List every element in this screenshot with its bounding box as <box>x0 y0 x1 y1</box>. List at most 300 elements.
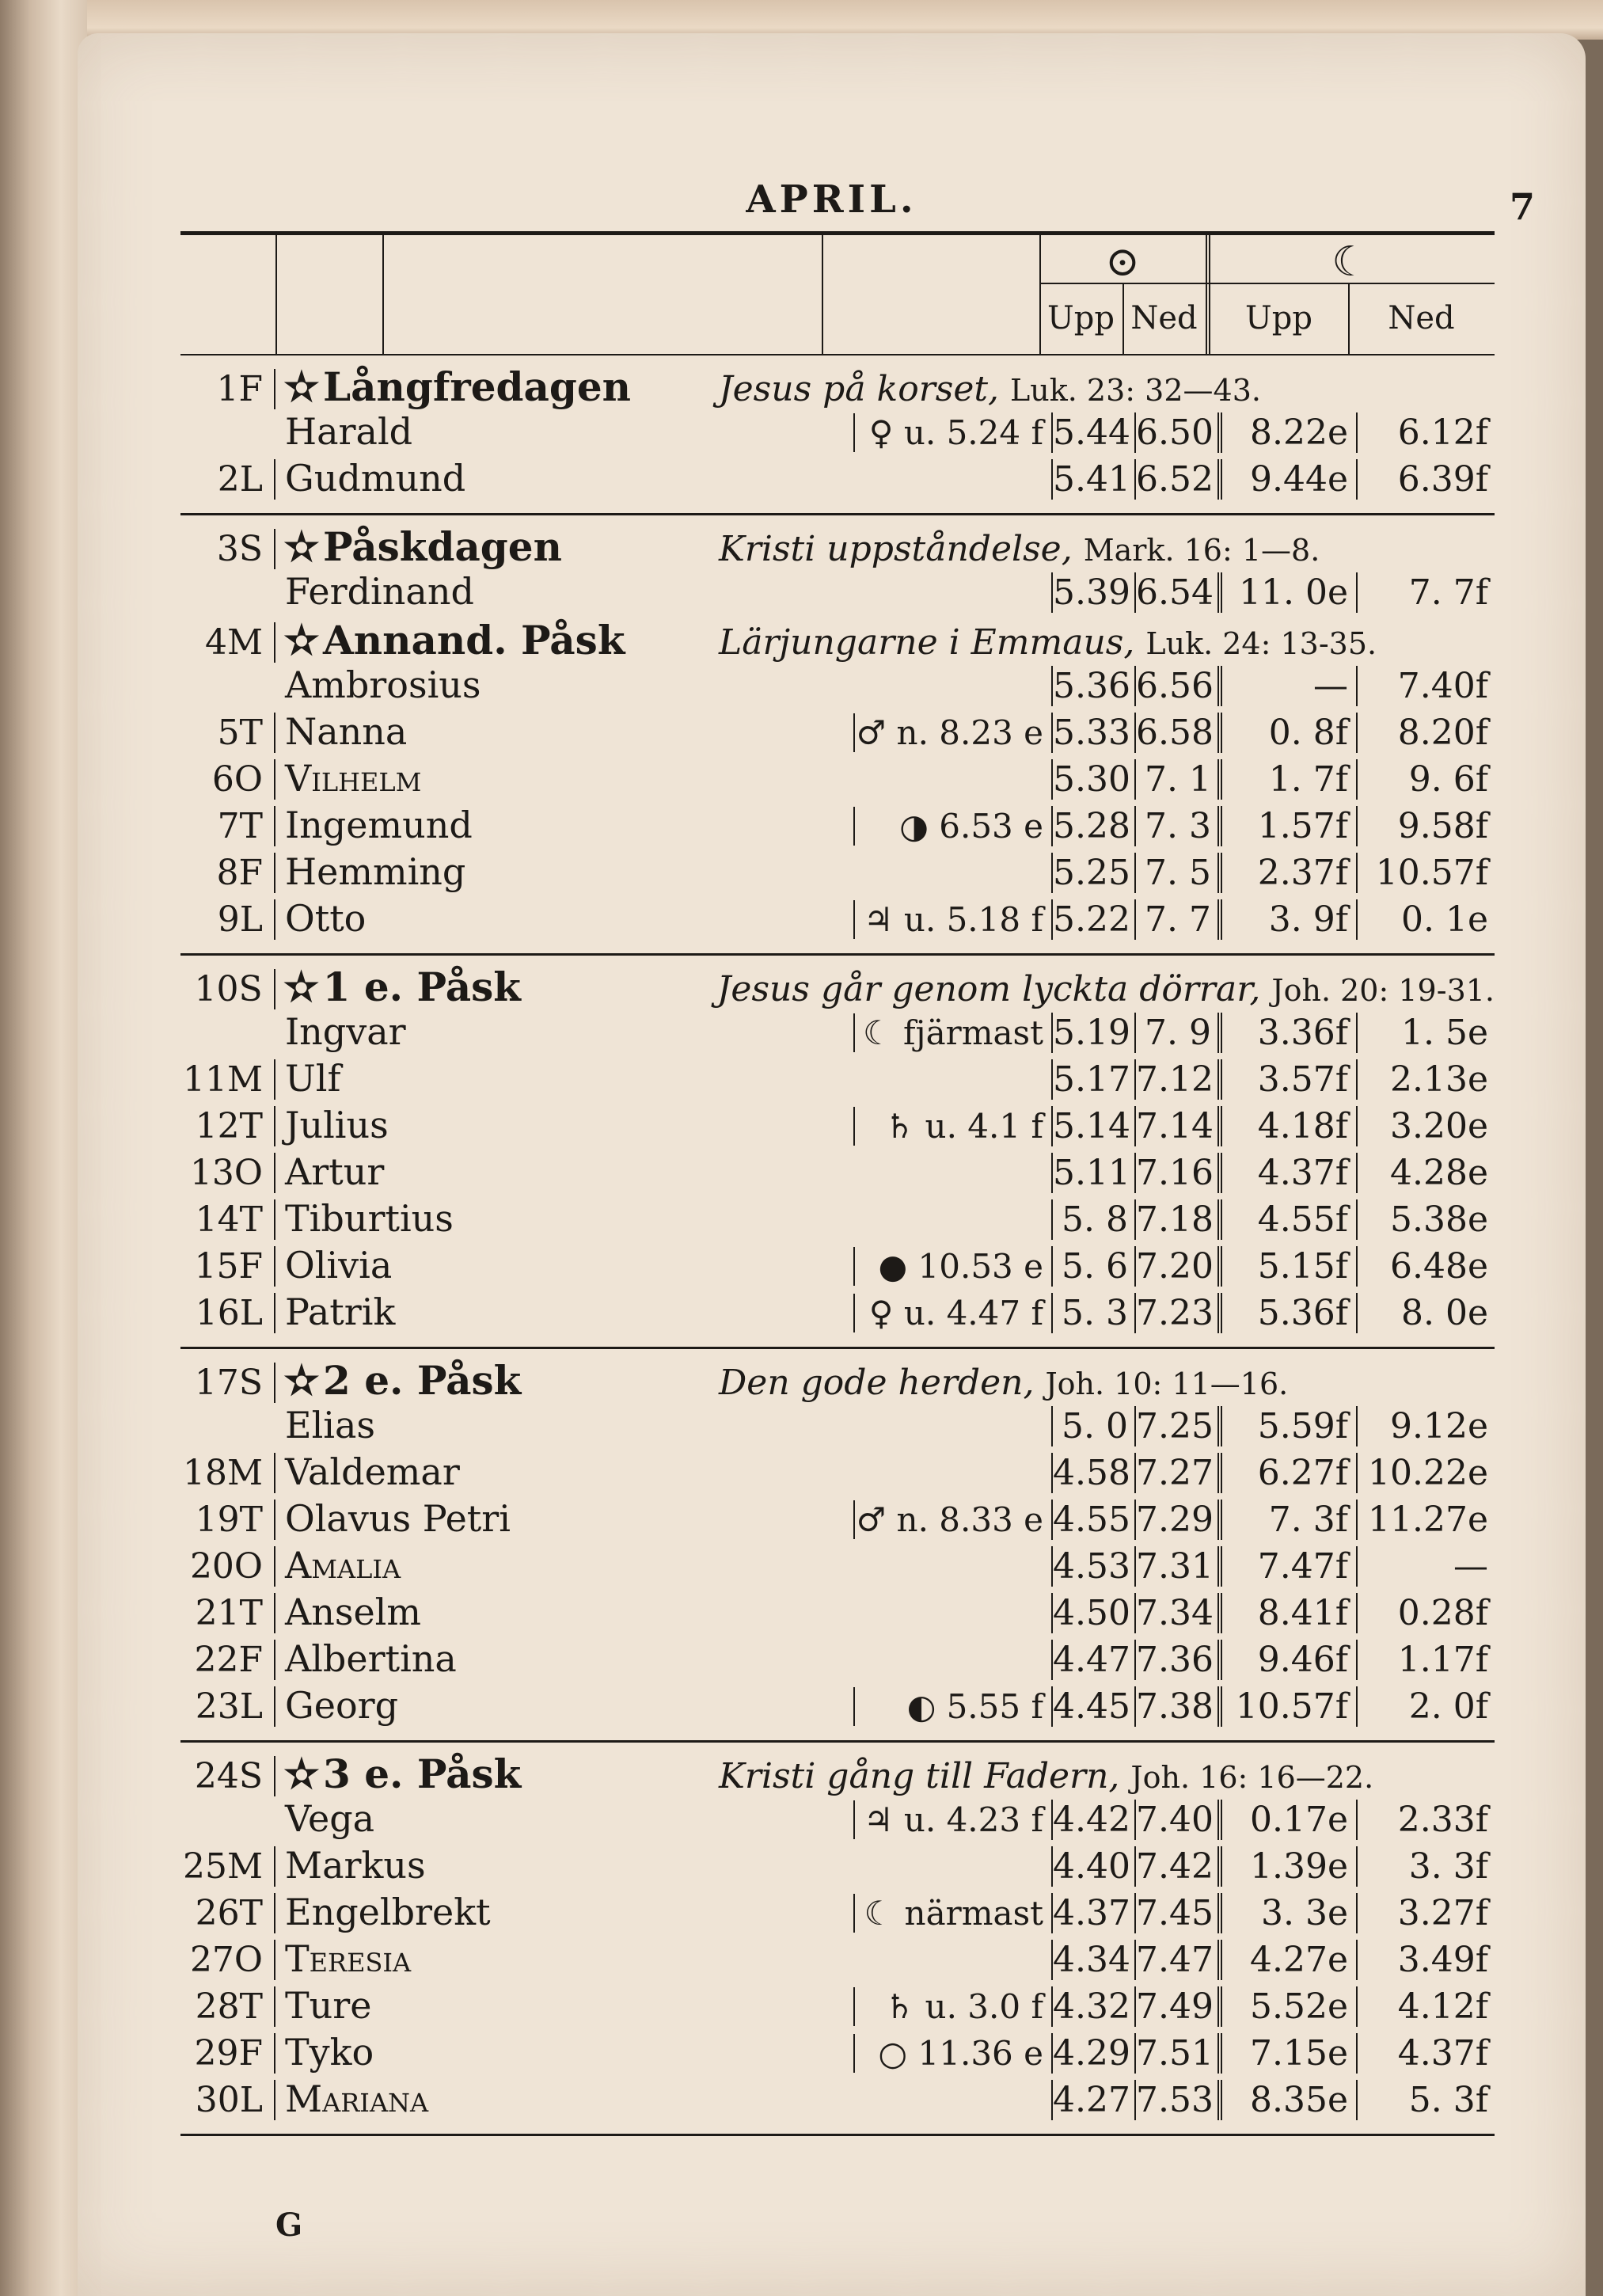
day-row <box>180 1591 1495 1637</box>
moon-set-cell: 4.12f <box>1356 1986 1495 2027</box>
moon-set-cell: 9.58f <box>1356 806 1495 846</box>
moon-rise-cell: 9.46f <box>1217 1640 1356 1680</box>
moon-set-cell: 7. 7f <box>1356 572 1495 613</box>
name-label: Ferdinand <box>285 570 474 613</box>
moon-rise-cell: 9.44e <box>1217 459 1356 500</box>
sun-set-cell: 7.47 <box>1134 1940 1217 1980</box>
sun-icon: ⊙ <box>1105 238 1140 286</box>
moon-set-cell: 1. 5e <box>1356 1013 1495 1053</box>
date-cell: 30L <box>180 2080 275 2120</box>
name-label: Annand. Påsk <box>323 617 625 663</box>
holiday-star-icon: ✫ <box>285 1751 318 1797</box>
day-row <box>180 1197 1495 1244</box>
astronomy-cell: ● 10.53 e <box>853 1247 1051 1286</box>
sun-rise-cell: 5.25 <box>1051 853 1134 893</box>
week-block <box>180 1349 1495 1743</box>
moon-set-cell: 3.20e <box>1356 1106 1495 1146</box>
day-row <box>180 1404 1495 1450</box>
name-day-cell <box>275 897 719 940</box>
name-day-cell <box>275 1150 719 1193</box>
name-label: Tyko <box>285 2031 374 2074</box>
sun-rise-cell: 5.17 <box>1051 1059 1134 1100</box>
day-row <box>180 2077 1495 2124</box>
astronomy-cell: ♄ u. 4.1 f <box>853 1107 1051 1146</box>
name-day-cell <box>275 1684 719 1727</box>
sun-set-cell: 7.45 <box>1134 1893 1217 1933</box>
sun-set-cell: 7.51 <box>1134 2033 1217 2074</box>
sun-set-cell: 7.23 <box>1134 1293 1217 1333</box>
day-row <box>180 1150 1495 1197</box>
astronomy-cell: ♀ u. 4.47 f <box>853 1294 1051 1332</box>
moon-rise-cell: 7. 3f <box>1217 1500 1356 1540</box>
sun-set-cell: 7. 7 <box>1134 899 1217 940</box>
moon-rise-cell: 5.15f <box>1217 1246 1356 1287</box>
date-cell: 25M <box>180 1846 275 1887</box>
name-label: Långfredagen <box>323 363 632 410</box>
moon-set-cell: 1.17f <box>1356 1640 1495 1680</box>
scripture-reference: Joh. 20: 19-31. <box>1271 973 1495 1008</box>
date-cell: 10S <box>180 969 275 1009</box>
moon-rise-cell: 0. 8f <box>1217 713 1356 753</box>
sun-set-cell: 6.52 <box>1134 459 1217 500</box>
name-day-cell <box>275 1497 719 1540</box>
day-row <box>180 897 1495 944</box>
astronomy-cell: ♂ n. 8.33 e <box>853 1500 1051 1539</box>
sun-set-cell: 7.34 <box>1134 1593 1217 1633</box>
name-label: Ture <box>285 1984 372 2027</box>
astronomy-cell: ☾ närmast <box>853 1894 1051 1933</box>
day-row <box>180 1057 1495 1104</box>
sun-set-cell: 7. 1 <box>1134 759 1217 800</box>
sun-rise-cell: 5.19 <box>1051 1013 1134 1053</box>
name-label: Ulf <box>285 1057 341 1100</box>
name-label: Julius <box>285 1104 389 1146</box>
name-label: 1 e. Påsk <box>322 964 521 1010</box>
sun-rise-cell: 4.50 <box>1051 1593 1134 1633</box>
astronomy-cell: ◑ 6.53 e <box>853 807 1051 846</box>
moon-set-cell: 5.38e <box>1356 1199 1495 1240</box>
moon-set-cell: 8. 0e <box>1356 1293 1495 1333</box>
moon-set-cell: 2. 0f <box>1356 1686 1495 1727</box>
date-cell: 28T <box>180 1986 275 2027</box>
moon-set-cell: 4.28e <box>1356 1153 1495 1193</box>
sun-rise-cell: 4.34 <box>1051 1940 1134 1980</box>
day-row <box>180 1244 1495 1291</box>
name-label: Anselm <box>285 1591 422 1633</box>
moon-rise-cell: 4.37f <box>1217 1153 1356 1193</box>
name-day-cell <box>275 1450 719 1493</box>
name-label: Påskdagen <box>323 523 562 570</box>
sun-set-cell: 7.49 <box>1134 1986 1217 2027</box>
name-day-cell <box>275 1891 719 1933</box>
weeks-container <box>180 355 1495 2136</box>
name-day-cell <box>275 1984 719 2027</box>
moon-rise-cell: 1.57f <box>1217 806 1356 846</box>
sun-set-cell: 7.27 <box>1134 1453 1217 1493</box>
sun-rise-cell: 4.47 <box>1051 1640 1134 1680</box>
gospel-note-cell <box>717 969 1495 1009</box>
date-cell: 20O <box>180 1546 275 1587</box>
name-day-cell <box>275 570 719 613</box>
moon-rise-cell: 3. 3e <box>1217 1893 1356 1933</box>
day-row <box>180 1450 1495 1497</box>
name-day-cell <box>275 2077 719 2120</box>
name-label: Markus <box>285 1844 426 1887</box>
calendar-table <box>180 231 1495 2136</box>
name-label: Harald <box>285 410 413 453</box>
name-label: Nanna <box>285 710 408 753</box>
moon-rise-cell: 4.27e <box>1217 1940 1356 1980</box>
sun-rise-cell: 4.45 <box>1051 1686 1134 1727</box>
moon-set-cell: 6.48e <box>1356 1246 1495 1287</box>
name-day-cell <box>275 410 719 453</box>
moon-rise-cell: 8.41f <box>1217 1593 1356 1633</box>
sun-set-cell: 7.42 <box>1134 1846 1217 1887</box>
astronomy-cell: ♀ u. 5.24 f <box>853 413 1051 452</box>
sun-set-cell: 6.50 <box>1134 412 1217 453</box>
sun-set-cell: 7.29 <box>1134 1500 1217 1540</box>
sun-rise-cell: 5. 0 <box>1051 1406 1134 1446</box>
sun-set-cell: 7. 3 <box>1134 806 1217 846</box>
calendar-page <box>78 33 1586 2296</box>
name-day-cell <box>275 457 719 500</box>
name-label: Hemming <box>285 850 466 893</box>
name-label: Georg <box>285 1684 399 1727</box>
sun-rise-cell: 4.29 <box>1051 2033 1134 2074</box>
name-day-cell <box>275 757 719 800</box>
scripture-reference: Joh. 10: 11—16. <box>1045 1367 1289 1401</box>
sun-set-cell: 7.53 <box>1134 2080 1217 2120</box>
moon-set-cell: 3.49f <box>1356 1940 1495 1980</box>
name-day-cell <box>275 850 719 893</box>
gospel-text: Lärjungarne i Emmaus, <box>719 622 1135 663</box>
scripture-reference: Mark. 16: 1—8. <box>1083 533 1320 568</box>
moon-rise-cell: 7.15e <box>1217 2033 1356 2074</box>
name-day-cell <box>275 1591 719 1633</box>
gospel-note-cell <box>719 1363 1495 1403</box>
moon-rise-cell: 4.55f <box>1217 1199 1356 1240</box>
day-row <box>180 1797 1495 1844</box>
day-row <box>180 663 1495 710</box>
date-cell: 13O <box>180 1153 275 1193</box>
moon-rise-cell: 3. 9f <box>1217 899 1356 940</box>
moon-rise-cell: 5.52e <box>1217 1986 1356 2027</box>
astronomy-cell: ◐ 5.55 f <box>853 1687 1051 1726</box>
name-label: Vega <box>285 1797 375 1840</box>
moon-set-cell: 2.33f <box>1356 1800 1495 1840</box>
moon-set-cell: 6.12f <box>1356 412 1495 453</box>
name-day-cell <box>275 523 719 570</box>
moon-set-cell: 6.39f <box>1356 459 1495 500</box>
moon-set-cell: 10.57f <box>1356 853 1495 893</box>
sun-rise-cell: 5.30 <box>1051 759 1134 800</box>
sun-set-cell: 6.58 <box>1134 713 1217 753</box>
sun-set-cell: 7.16 <box>1134 1153 1217 1193</box>
moon-rise-cell: 10.57f <box>1217 1686 1356 1727</box>
name-day-cell <box>275 964 717 1010</box>
name-day-cell <box>275 1751 719 1797</box>
day-row <box>180 1844 1495 1891</box>
date-cell: 16L <box>180 1293 275 1333</box>
day-row <box>180 1497 1495 1544</box>
astronomy-cell: ♂ n. 8.23 e <box>853 713 1051 752</box>
name-day-cell <box>275 710 719 753</box>
scripture-reference: Luk. 23: 32—43. <box>1010 373 1261 408</box>
name-label: Ingemund <box>285 804 473 846</box>
day-row <box>180 710 1495 757</box>
name-day-cell <box>275 1544 719 1587</box>
name-label: Artur <box>285 1150 385 1193</box>
moon-set-cell: 9. 6f <box>1356 759 1495 800</box>
column-header <box>180 235 1495 355</box>
month-title: APRIL. <box>746 177 917 222</box>
week-block <box>180 515 1495 956</box>
holiday-star-icon: ✫ <box>285 1357 318 1404</box>
sun-rise-cell: 4.37 <box>1051 1893 1134 1933</box>
date-cell: 4M <box>180 622 275 663</box>
day-row <box>180 1891 1495 1937</box>
name-label: Amalia <box>285 1544 401 1587</box>
moon-set-cell: 4.37f <box>1356 2033 1495 2074</box>
moon-set-cell: 3.27f <box>1356 1893 1495 1933</box>
page-number: 7 <box>1509 185 1535 228</box>
name-day-cell <box>275 1844 719 1887</box>
name-label: Otto <box>285 897 367 940</box>
day-row <box>180 804 1495 850</box>
name-day-cell <box>275 1244 719 1287</box>
sun-set-cell: 7.40 <box>1134 1800 1217 1840</box>
moon-rise-cell: 3.57f <box>1217 1059 1356 1100</box>
name-label: Mariana <box>285 2077 429 2120</box>
name-label: Vilhelm <box>285 757 422 800</box>
name-day-cell <box>275 363 719 410</box>
sun-rise-cell: 5.41 <box>1051 459 1134 500</box>
gospel-text: Kristi uppståndelse, <box>719 529 1073 569</box>
holiday-star-icon: ✫ <box>285 523 318 570</box>
moon-set-cell: 10.22e <box>1356 1453 1495 1493</box>
sun-set-cell: 7.18 <box>1134 1199 1217 1240</box>
date-cell: 18M <box>180 1453 275 1493</box>
date-cell: 7T <box>180 806 275 846</box>
astronomy-cell: ♃ u. 4.23 f <box>853 1800 1051 1839</box>
sun-rise-cell: 5.28 <box>1051 806 1134 846</box>
sun-set-cell: 7. 5 <box>1134 853 1217 893</box>
moon-set-cell: 0. 1e <box>1356 899 1495 940</box>
moon-rise-cell: 3.36f <box>1217 1013 1356 1053</box>
sun-rise-cell: 4.42 <box>1051 1800 1134 1840</box>
sun-rise-cell: 5.14 <box>1051 1106 1134 1146</box>
name-label: Valdemar <box>285 1450 460 1493</box>
date-cell: 23L <box>180 1686 275 1727</box>
week-block <box>180 1743 1495 2136</box>
moon-rise-cell: 1.39e <box>1217 1846 1356 1887</box>
sun-set-cell: 7. 9 <box>1134 1013 1217 1053</box>
moon-rise-cell: 0.17e <box>1217 1800 1356 1840</box>
moon-set-header: Ned <box>1388 300 1455 336</box>
name-label: 3 e. Påsk <box>323 1751 522 1797</box>
name-day-cell <box>275 1057 719 1100</box>
astronomy-cell: ○ 11.36 e <box>853 2034 1051 2073</box>
sun-set-cell: 7.12 <box>1134 1059 1217 1100</box>
moon-rise-cell: 6.27f <box>1217 1453 1356 1493</box>
name-label: Engelbrekt <box>285 1891 491 1933</box>
day-row <box>180 363 1495 410</box>
name-day-cell <box>275 1937 719 1980</box>
astronomy-cell: ♄ u. 3.0 f <box>853 1987 1051 2026</box>
sun-rise-cell: 4.58 <box>1051 1453 1134 1493</box>
name-day-cell <box>275 1010 719 1053</box>
date-cell: 17S <box>180 1363 275 1403</box>
gospel-text: Jesus går genom lyckta dörrar, <box>716 969 1261 1009</box>
moon-rise-cell: 4.18f <box>1217 1106 1356 1146</box>
sun-rise-cell: 4.32 <box>1051 1986 1134 2027</box>
sun-rise-cell: 5. 8 <box>1051 1199 1134 1240</box>
name-label: Ambrosius <box>285 663 481 706</box>
date-cell: 21T <box>180 1593 275 1633</box>
gospel-text: Jesus på korset, <box>719 369 1000 409</box>
sun-rise-cell: 4.53 <box>1051 1546 1134 1587</box>
astronomy-cell: ☾ fjärmast <box>853 1013 1051 1052</box>
sun-rise-cell: 5.22 <box>1051 899 1134 940</box>
moon-rise-cell: 11. 0e <box>1217 572 1356 613</box>
day-row <box>180 964 1495 1010</box>
moon-set-cell: 2.13e <box>1356 1059 1495 1100</box>
moon-set-cell: — <box>1356 1546 1495 1587</box>
name-label: Patrik <box>285 1291 396 1333</box>
date-cell: 11M <box>180 1059 275 1100</box>
moon-set-cell: 9.12e <box>1356 1406 1495 1446</box>
moon-set-cell: 5. 3f <box>1356 2080 1495 2120</box>
date-cell: 22F <box>180 1640 275 1680</box>
sun-set-header: Ned <box>1130 300 1198 336</box>
day-row <box>180 1357 1495 1404</box>
moon-set-cell: 8.20f <box>1356 713 1495 753</box>
name-day-cell <box>275 1404 719 1446</box>
date-cell: 27O <box>180 1940 275 1980</box>
gospel-note-cell <box>719 369 1495 409</box>
date-cell: 5T <box>180 713 275 753</box>
sun-set-cell: 6.56 <box>1134 666 1217 706</box>
day-row <box>180 1544 1495 1591</box>
moon-set-cell: 7.40f <box>1356 666 1495 706</box>
date-cell: 3S <box>180 529 275 569</box>
date-cell: 6O <box>180 759 275 800</box>
name-label: 2 e. Påsk <box>323 1357 522 1404</box>
day-row <box>180 2031 1495 2077</box>
name-day-cell <box>275 1197 719 1240</box>
moon-rise-cell: 8.35e <box>1217 2080 1356 2120</box>
holiday-star-icon: ✫ <box>285 363 318 410</box>
sun-set-cell: 7.31 <box>1134 1546 1217 1587</box>
moon-rise-cell: 7.47f <box>1217 1546 1356 1587</box>
name-day-cell <box>275 804 719 846</box>
sun-rise-cell: 4.27 <box>1051 2080 1134 2120</box>
moon-rise-cell: 5.36f <box>1217 1293 1356 1333</box>
moon-rise-cell: 2.37f <box>1217 853 1356 893</box>
holiday-star-icon: ✫ <box>284 964 318 1010</box>
date-cell: 9L <box>180 899 275 940</box>
signature-mark: G <box>275 2207 303 2244</box>
week-block <box>180 355 1495 515</box>
date-cell: 15F <box>180 1246 275 1287</box>
moon-rise-cell: 5.59f <box>1217 1406 1356 1446</box>
sun-rise-cell: 5. 3 <box>1051 1293 1134 1333</box>
day-row <box>180 1984 1495 2031</box>
book-spine <box>0 0 87 2296</box>
name-label: Teresia <box>285 1937 412 1980</box>
moon-rise-cell: 1. 7f <box>1217 759 1356 800</box>
day-row <box>180 1637 1495 1684</box>
day-row <box>180 1684 1495 1731</box>
scripture-reference: Joh. 16: 16—22. <box>1130 1760 1374 1795</box>
name-day-cell <box>275 2031 719 2074</box>
date-cell: 12T <box>180 1106 275 1146</box>
name-label: Albertina <box>285 1637 457 1680</box>
day-row <box>180 1010 1495 1057</box>
sun-set-cell: 7.36 <box>1134 1640 1217 1680</box>
date-cell: 8F <box>180 853 275 893</box>
name-day-cell <box>275 663 719 706</box>
sun-rise-cell: 4.55 <box>1051 1500 1134 1540</box>
gospel-text: Den gode herden, <box>719 1363 1035 1403</box>
gospel-text: Kristi gång till Fadern, <box>719 1756 1120 1796</box>
name-day-cell <box>275 1637 719 1680</box>
sun-set-cell: 7.25 <box>1134 1406 1217 1446</box>
name-label: Gudmund <box>285 457 466 500</box>
sun-rise-cell: 5.11 <box>1051 1153 1134 1193</box>
name-label: Ingvar <box>285 1010 406 1053</box>
gospel-note-cell <box>719 529 1495 569</box>
date-cell: 26T <box>180 1893 275 1933</box>
holiday-star-icon: ✫ <box>285 617 318 663</box>
sun-rise-cell: 5.33 <box>1051 713 1134 753</box>
sun-rise-cell: 5.44 <box>1051 412 1134 453</box>
scripture-reference: Luk. 24: 13-35. <box>1145 626 1377 661</box>
page-header <box>78 144 1586 231</box>
day-row <box>180 1937 1495 1984</box>
name-day-cell <box>275 1291 719 1333</box>
moon-rise-cell: 8.22e <box>1217 412 1356 453</box>
date-cell: 1F <box>180 369 275 409</box>
sun-rise-cell: 5.36 <box>1051 666 1134 706</box>
day-row <box>180 617 1495 663</box>
moon-set-cell: 11.27e <box>1356 1500 1495 1540</box>
name-day-cell <box>275 1797 719 1840</box>
day-row <box>180 1291 1495 1337</box>
name-day-cell <box>275 617 719 663</box>
day-row <box>180 523 1495 570</box>
name-label: Elias <box>285 1404 376 1446</box>
name-label: Tiburtius <box>285 1197 454 1240</box>
day-row <box>180 1104 1495 1150</box>
gospel-note-cell <box>719 622 1495 663</box>
sun-set-cell: 7.20 <box>1134 1246 1217 1287</box>
moon-rise-cell: — <box>1217 666 1356 706</box>
sun-set-cell: 7.38 <box>1134 1686 1217 1727</box>
day-row <box>180 570 1495 617</box>
sun-rise-cell: 5. 6 <box>1051 1246 1134 1287</box>
sun-rise-cell: 4.40 <box>1051 1846 1134 1887</box>
date-cell: 19T <box>180 1500 275 1540</box>
moon-set-cell: 3. 3f <box>1356 1846 1495 1887</box>
date-cell: 29F <box>180 2033 275 2074</box>
week-block <box>180 956 1495 1349</box>
date-cell: 14T <box>180 1199 275 1240</box>
sun-rise-header: Upp <box>1047 300 1115 336</box>
moon-set-cell: 0.28f <box>1356 1593 1495 1633</box>
date-cell: 2L <box>180 459 275 500</box>
sun-rise-cell: 5.39 <box>1051 572 1134 613</box>
